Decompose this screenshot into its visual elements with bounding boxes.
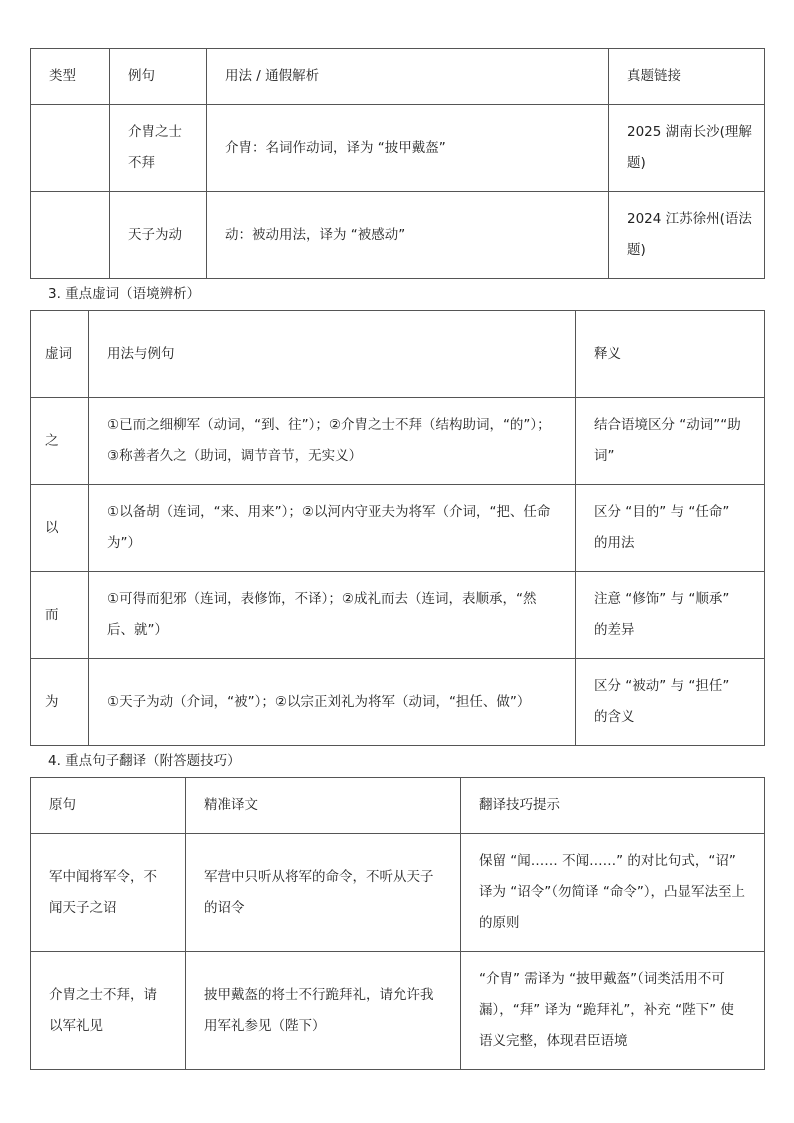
function-words-table (30, 310, 765, 746)
header-usage: 用法 / 通假解析 (207, 49, 609, 105)
meaning-cell: 区分 “被动” 与 “担任” 的含义 (576, 659, 765, 746)
table-header-row (31, 311, 765, 398)
usage-examples-cell: ①已而之细柳军（动词，“到、往”）；②介胄之士不拜（结构助词，“的”）；③称善者久之（助词，调节音节，无实义） (89, 398, 576, 485)
exam-link-cell: 2024 江苏徐州(语法题) (609, 192, 765, 279)
type-cell (31, 105, 110, 192)
table-row (31, 398, 765, 485)
example-cell: 天子为动 (110, 192, 207, 279)
translation-cell: 军营中只听从将军的命令，不听从天子的诏令 (186, 834, 461, 952)
type-cell (31, 192, 110, 279)
header-function-word: 虚词 (31, 311, 89, 398)
word-cell: 为 (31, 659, 89, 746)
meaning-cell: 结合语境区分 “动词”“助词” (576, 398, 765, 485)
table-row (31, 105, 765, 192)
exam-link-cell: 2025 湖南长沙(理解题) (609, 105, 765, 192)
table-row (31, 192, 765, 279)
header-original: 原句 (31, 778, 186, 834)
translation-table (30, 777, 765, 1070)
word-cell: 以 (31, 485, 89, 572)
section-heading-translation: 4. 重点句子翻译（附答题技巧） (48, 753, 241, 769)
table-row (31, 952, 765, 1070)
original-cell: 介胄之士不拜，请以军礼见 (31, 952, 186, 1070)
header-tips: 翻译技巧提示 (461, 778, 765, 834)
original-cell: 军中闻将军令，不闻天子之诏 (31, 834, 186, 952)
usage-examples-cell: ①以备胡（连词，“来、用来”）；②以河内守亚夫为将军（介词，“把、任命为”） (89, 485, 576, 572)
table-row (31, 572, 765, 659)
table-row (31, 485, 765, 572)
word-cell: 之 (31, 398, 89, 485)
table-row (31, 659, 765, 746)
header-example: 例句 (110, 49, 207, 105)
word-cell: 而 (31, 572, 89, 659)
usage-cell: 动：被动用法，译为 “被感动” (207, 192, 609, 279)
section-heading-function-words: 3. 重点虚词（语境辨析） (48, 286, 201, 302)
table-row (31, 834, 765, 952)
header-translation: 精准译文 (186, 778, 461, 834)
usage-examples-cell: ①天子为动（介词，“被”）；②以宗正刘礼为将军（动词，“担任、做”） (89, 659, 576, 746)
header-exam-link: 真题链接 (609, 49, 765, 105)
tips-cell: “介胄” 需译为 “披甲戴盔”（词类活用不可漏），“拜” 译为 “跪拜礼”，补充 “陛下” 使语义完整，体现君臣语境 (461, 952, 765, 1070)
translation-cell: 披甲戴盔的将士不行跪拜礼，请允许我用军礼参见（陛下） (186, 952, 461, 1070)
usage-cell: 介胄：名词作动词，译为 “披甲戴盔” (207, 105, 609, 192)
header-usage-examples: 用法与例句 (89, 311, 576, 398)
header-type: 类型 (31, 49, 110, 105)
usage-examples-cell: ①可得而犯邪（连词，表修饰，不译）；②成礼而去（连词，表顺承，“然后、就”） (89, 572, 576, 659)
header-meaning: 释义 (576, 311, 765, 398)
example-cell: 介胄之士不拜 (110, 105, 207, 192)
table-header-row (31, 778, 765, 834)
meaning-cell: 注意 “修饰” 与 “顺承” 的差异 (576, 572, 765, 659)
meaning-cell: 区分 “目的” 与 “任命” 的用法 (576, 485, 765, 572)
usage-table (30, 48, 765, 279)
table-header-row (31, 49, 765, 105)
tips-cell: 保留 “闻…… 不闻……” 的对比句式，“诏” 译为 “诏令”（勿简译 “命令”），凸显军法至上的原则 (461, 834, 765, 952)
